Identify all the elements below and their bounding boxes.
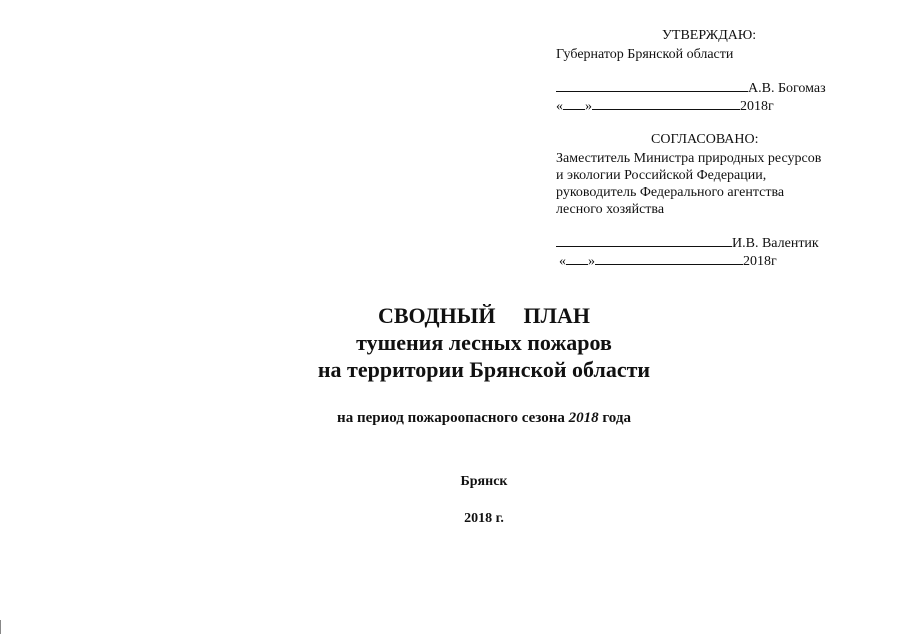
period-prefix: на период пожароопасного сезона <box>337 410 569 426</box>
scan-edge-mark <box>0 620 1 634</box>
footer-city: Брянск <box>460 474 508 489</box>
period-suffix: года <box>598 410 631 426</box>
period-year: 2018 <box>568 410 599 426</box>
agreed-date-open-quote: « <box>559 254 566 269</box>
agreed-date-day-line <box>566 253 588 265</box>
agreed-heading: СОГЛАСОВАНО: <box>651 132 759 147</box>
agreed-position-line-4: лесного хозяйства <box>556 202 665 217</box>
agreed-signature-row <box>556 235 819 252</box>
approve-date-row <box>556 98 774 115</box>
agreed-date-month-line <box>595 253 743 265</box>
agreed-position-line-3: руководитель Федерального агентства <box>556 185 785 200</box>
approve-signer: А.В. Богомаз <box>748 81 826 96</box>
title-line-1 <box>0 303 905 329</box>
agreed-signer: И.В. Валентик <box>732 236 819 251</box>
agreed-date-year: 2018г <box>743 254 777 269</box>
footer-year: 2018 г. <box>464 511 504 526</box>
period-line <box>0 410 905 427</box>
approve-date-close-quote: » <box>585 99 592 114</box>
agreed-date-row <box>559 253 777 270</box>
approve-date-year: 2018г <box>740 99 774 114</box>
agreed-position-line-2: и экологии Российской Федерации, <box>556 168 767 183</box>
title-line-2: тушения лесных пожаров <box>356 330 612 355</box>
agreed-date-close-quote: » <box>588 254 595 269</box>
approve-signature-line <box>556 80 748 92</box>
title-word-plan: ПЛАН <box>523 303 591 328</box>
approve-date-open-quote: « <box>556 99 563 114</box>
agreed-signature-line <box>556 235 732 247</box>
agreed-position-line-1: Заместитель Министра природных ресурсов <box>556 151 822 166</box>
title-line-3: на территории Брянской области <box>317 357 651 382</box>
approve-signature-row <box>556 80 826 97</box>
approve-position: Губернатор Брянской области <box>556 47 734 62</box>
approve-heading: УТВЕРЖДАЮ: <box>662 28 757 43</box>
title-word-svodny: СВОДНЫЙ <box>377 303 496 328</box>
approve-date-month-line <box>592 98 740 110</box>
approve-date-day-line <box>563 98 585 110</box>
